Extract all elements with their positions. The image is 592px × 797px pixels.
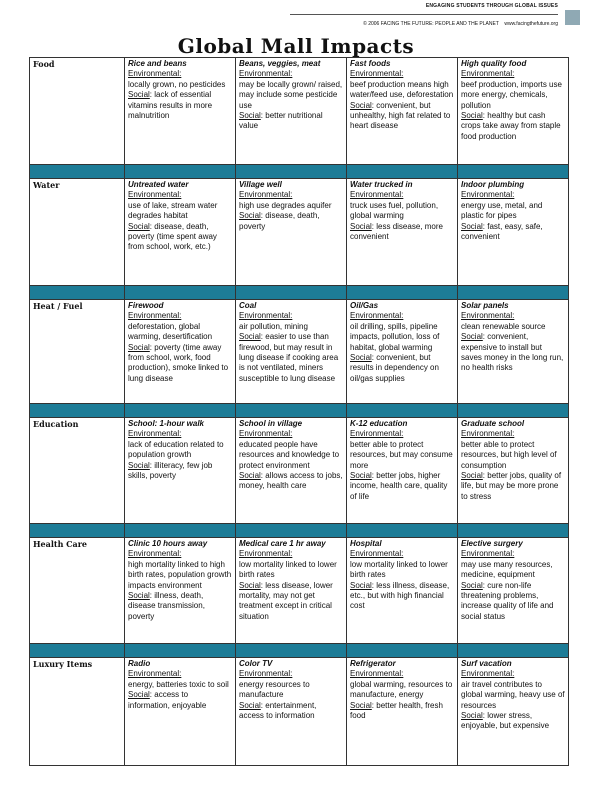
divider-cell — [347, 524, 458, 538]
env-text: energy use, metal, and plastic for pipes — [461, 200, 543, 221]
env-label: Environmental: — [461, 429, 515, 439]
header-credit — [290, 21, 558, 27]
env-text: use of lake, stream water degrades habitat — [128, 200, 218, 221]
table-row — [30, 58, 569, 165]
cell-title: Firewood — [128, 301, 164, 310]
social-text: : easier to use than firewood, but may result in lung disease if cooking area is not ventilated, miners susceptible to lung disease — [239, 332, 339, 383]
social-label: Social — [128, 342, 150, 352]
env-text: truck uses fuel, pollution, global warming — [350, 200, 439, 221]
divider-cell — [125, 644, 236, 658]
divider-cell — [347, 165, 458, 179]
env-label: Environmental: — [239, 69, 293, 79]
divider-cell — [458, 286, 569, 300]
cell-title: School: 1-hour walk — [128, 419, 205, 428]
social-text: : access to information, enjoyable — [128, 690, 207, 710]
cell-title: Water trucked in — [350, 180, 413, 189]
env-label: Environmental: — [128, 669, 182, 679]
cell-title: Rice and beans — [128, 59, 187, 68]
env-text: beef production means high water/feed use, deforestation — [350, 79, 454, 100]
social-label: Social — [239, 580, 261, 590]
impact-cell — [125, 58, 236, 165]
cell-title: School in village — [239, 419, 303, 428]
social-text: : better nutritional value — [239, 111, 323, 131]
divider-cell — [30, 644, 125, 658]
cell-title: Medical care 1 hr away — [239, 539, 326, 548]
cell-title: Beans, veggies, meat — [239, 59, 321, 68]
social-text: : illiteracy, few job skills, poverty — [128, 460, 213, 481]
social-label: Social — [350, 471, 372, 481]
env-text: high use degrades aquifer — [239, 200, 332, 210]
cell-title: Surf vacation — [461, 659, 512, 668]
cell-title: High quality food — [461, 59, 527, 68]
social-label: Social — [350, 580, 372, 590]
table-row — [30, 418, 569, 524]
header-tagline: ENGAGING STUDENTS THROUGH GLOBAL ISSUES — [425, 3, 558, 9]
table-row — [30, 179, 569, 286]
env-label: Environmental: — [239, 669, 293, 679]
env-label: Environmental: — [461, 69, 515, 79]
env-label: Environmental: — [350, 549, 404, 559]
social-label: Social — [461, 580, 483, 590]
cell-title: K-12 education — [350, 419, 408, 428]
social-label: Social — [461, 711, 483, 721]
divider-cell — [347, 404, 458, 418]
table-row — [30, 538, 569, 644]
divider-cell — [347, 286, 458, 300]
divider-cell — [125, 524, 236, 538]
divider-cell — [125, 165, 236, 179]
env-text: educated people have resources and knowledge to protect environment — [239, 439, 340, 470]
cell-title: Village well — [239, 180, 282, 189]
env-text: air travel contributes to global warming, heavy use of resources — [461, 679, 565, 710]
divider-cell — [30, 286, 125, 300]
env-text: deforestation, global warming, desertification — [128, 321, 213, 342]
divider-cell — [347, 644, 458, 658]
cell-title: Fast foods — [350, 59, 391, 68]
divider-cell — [236, 286, 347, 300]
cell-title: Clinic 10 hours away — [128, 539, 208, 548]
impact-cell — [236, 58, 347, 165]
social-text: : disease, death, poverty — [239, 211, 320, 231]
social-label: Social — [350, 100, 372, 110]
table-row — [30, 300, 569, 404]
social-label: Social — [128, 90, 150, 100]
social-label: Social — [350, 353, 372, 363]
social-text: : entertainment, access to information — [239, 700, 317, 721]
impact-cell — [458, 179, 569, 286]
env-label: Environmental: — [128, 69, 182, 79]
divider-cell — [236, 524, 347, 538]
impact-cell — [458, 658, 569, 766]
social-text: : better jobs, quality of life, but may be more prone to stress — [461, 471, 562, 501]
header-color-box — [565, 10, 580, 25]
divider-cell — [236, 404, 347, 418]
section-divider — [30, 524, 569, 538]
env-text: oil drilling, spills, pipeline impacts, pollution, loss of habitat, global warming — [350, 321, 440, 352]
impacts-table — [29, 57, 569, 766]
env-text: may use many resources, medicine, equipment — [461, 559, 553, 580]
impact-cell — [125, 179, 236, 286]
social-text: : allows access to jobs, money, health care — [239, 471, 343, 491]
social-text: : less illness, disease, etc., but with high financial cost — [350, 580, 450, 611]
social-text: : healthy but cash crops take away from staple food production — [461, 111, 561, 141]
cell-title: Refrigerator — [350, 659, 396, 668]
social-text: : disease, death, poverty (time spent away from school, work, etc.) — [128, 221, 217, 252]
cell-title: Indoor plumbing — [461, 180, 525, 189]
social-label: Social — [239, 700, 261, 710]
impact-cell — [347, 58, 458, 165]
env-text: may be locally grown/ raised, may include some pesticide use — [239, 79, 343, 110]
social-text: : cure non-life threatening problems, increase quality of life and social status — [461, 580, 554, 621]
cell-title: Solar panels — [461, 301, 509, 310]
env-label: Environmental: — [350, 69, 404, 79]
social-label: Social — [239, 111, 261, 121]
cell-title: Elective surgery — [461, 539, 523, 548]
env-label: Environmental: — [128, 311, 182, 321]
impact-cell — [125, 418, 236, 524]
social-label: Social — [128, 221, 150, 231]
social-text: : lack of essential vitamins results in more malnutrition — [128, 90, 213, 121]
divider-cell — [125, 286, 236, 300]
env-label: Environmental: — [461, 190, 515, 200]
env-label: Environmental: — [239, 190, 293, 200]
divider-cell — [30, 404, 125, 418]
impact-cell — [236, 418, 347, 524]
social-text: : lower stress, enjoyable, but expensive — [461, 711, 550, 731]
divider-cell — [236, 165, 347, 179]
social-label: Social — [239, 471, 261, 481]
social-label: Social — [461, 332, 483, 342]
impact-cell — [458, 300, 569, 404]
env-label: Environmental: — [239, 429, 293, 439]
row-category: Food — [30, 58, 125, 165]
env-text: low mortality linked to lower birth rates — [239, 559, 337, 580]
env-text: air pollution, mining — [239, 321, 308, 331]
social-text: : less disease, more convenient — [350, 221, 443, 242]
divider-cell — [458, 404, 569, 418]
env-label: Environmental: — [350, 311, 404, 321]
social-label: Social — [350, 221, 372, 231]
section-divider — [30, 165, 569, 179]
header-rule — [290, 14, 558, 15]
cell-title: Graduate school — [461, 419, 525, 428]
social-label: Social — [128, 690, 150, 700]
env-text: clean renewable source — [461, 321, 546, 331]
env-label: Environmental: — [350, 429, 404, 439]
env-text: global warming, resources to manufacture, energy — [350, 679, 453, 700]
row-category: Health Care — [30, 538, 125, 644]
env-label: Environmental: — [461, 549, 515, 559]
env-label: Environmental: — [128, 190, 182, 200]
impact-cell — [458, 538, 569, 644]
row-category: Luxury Items — [30, 658, 125, 766]
row-category: Water — [30, 179, 125, 286]
env-label: Environmental: — [128, 429, 182, 439]
social-label: Social — [128, 591, 150, 601]
env-text: low mortality linked to lower birth rates — [350, 559, 448, 580]
cell-title: Oil/Gas — [350, 301, 379, 310]
env-text: high mortality linked to high birth rates, population growth impacts environment — [128, 559, 232, 590]
impact-cell — [347, 418, 458, 524]
env-label: Environmental: — [239, 549, 293, 559]
social-label: Social — [239, 332, 261, 342]
social-text: : poverty (time away from school, work, food production), smoke linked to lung disease — [128, 342, 229, 383]
env-label: Environmental: — [461, 669, 515, 679]
social-text: : better health, fresh food — [350, 700, 443, 721]
social-text: : less disease, lower mortality, may not get treatment except in critical situation — [239, 580, 333, 621]
impact-cell — [347, 300, 458, 404]
social-label: Social — [461, 471, 483, 481]
divider-cell — [125, 404, 236, 418]
social-text: : convenient, but unhealthy, high fat related to heart disease — [350, 100, 451, 131]
env-text: beef production, imports use more energy, chemicals, pollution — [461, 79, 562, 110]
impact-cell — [125, 300, 236, 404]
copyright-text: © 2006 FACING THE FUTURE: PEOPLE AND THE PLANET — [363, 21, 499, 27]
env-label: Environmental: — [128, 549, 182, 559]
page-title: Global Mall Impacts — [177, 34, 415, 58]
env-text: lack of education related to population growth — [128, 439, 224, 460]
social-text: : illness, death, disease transmission, poverty — [128, 591, 205, 621]
row-category: Education — [30, 418, 125, 524]
social-label: Social — [461, 111, 483, 121]
impact-cell — [236, 179, 347, 286]
website-link[interactable]: www.facingthefuture.org — [504, 21, 558, 27]
impact-cell — [125, 658, 236, 766]
impact-cell — [347, 658, 458, 766]
section-divider — [30, 644, 569, 658]
impact-cell — [236, 538, 347, 644]
cell-title: Untreated water — [128, 180, 189, 189]
env-label: Environmental: — [350, 190, 404, 200]
impact-cell — [347, 538, 458, 644]
section-divider — [30, 286, 569, 300]
env-label: Environmental: — [239, 311, 293, 321]
cell-title: Hospital — [350, 539, 382, 548]
social-text: : convenient, but results in dependency on oil/gas supplies — [350, 353, 439, 383]
env-text: better able to protect resources, but may consume more — [350, 439, 453, 470]
social-text: : fast, easy, safe, convenient — [461, 221, 543, 242]
social-label: Social — [350, 700, 372, 710]
cell-title: Coal — [239, 301, 257, 310]
divider-cell — [236, 644, 347, 658]
impact-cell — [458, 418, 569, 524]
section-divider — [30, 404, 569, 418]
social-text: : convenient, expensive to install but saves money in the long run, no health risks — [461, 332, 564, 373]
env-label: Environmental: — [350, 669, 404, 679]
social-text: : better jobs, higher income, health care, quality of life — [350, 471, 448, 501]
impact-cell — [125, 538, 236, 644]
divider-cell — [458, 644, 569, 658]
env-text: energy, batteries toxic to soil — [128, 679, 229, 689]
env-text: better able to protect resources, but high level of consumption — [461, 439, 557, 470]
divider-cell — [30, 165, 125, 179]
row-category: Heat / Fuel — [30, 300, 125, 404]
social-label: Social — [239, 211, 261, 221]
impact-cell — [236, 300, 347, 404]
cell-title: Radio — [128, 659, 151, 668]
cell-title: Color TV — [239, 659, 273, 668]
env-text: energy resources to manufacture — [239, 679, 310, 700]
env-text: locally grown, no pesticides — [128, 79, 226, 89]
impact-cell — [347, 179, 458, 286]
env-label: Environmental: — [461, 311, 515, 321]
impact-cell — [236, 658, 347, 766]
table-row — [30, 658, 569, 766]
social-label: Social — [128, 460, 150, 470]
impact-cell — [458, 58, 569, 165]
divider-cell — [30, 524, 125, 538]
divider-cell — [458, 524, 569, 538]
divider-cell — [458, 165, 569, 179]
social-label: Social — [461, 221, 483, 231]
